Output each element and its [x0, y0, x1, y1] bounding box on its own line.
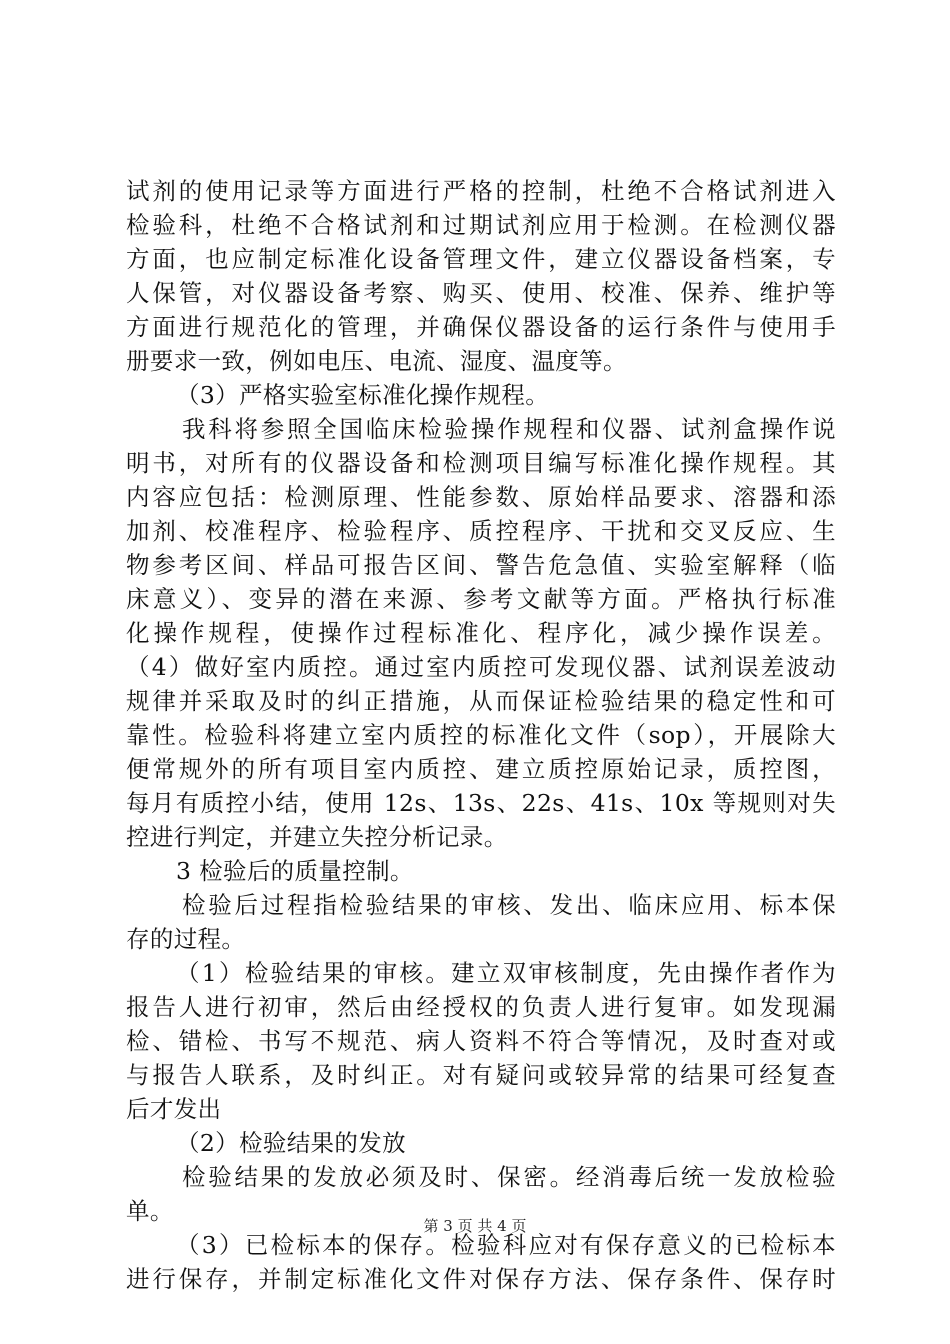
text-line: 检验科，杜绝不合格试剂和过期试剂应用于检测。在检测仪器 [126, 211, 836, 239]
text-line: （4）做好室内质控。通过室内质控可发现仪器、试剂误差波动 [126, 653, 836, 681]
text-line: 规律并采取及时的纠正措施，从而保证检验结果的稳定性和可 [126, 687, 836, 715]
text-line: 后才发出 [126, 1095, 222, 1123]
text-line: 化操作规程，使操作过程标准化、程序化，减少操作误差。 [126, 619, 836, 647]
text-line: 检验结果的发放必须及时、保密。经消毒后统一发放检验 [182, 1163, 836, 1191]
text-line: 便常规外的所有项目室内质控、建立质控原始记录，质控图， [126, 755, 836, 783]
text-line: 内容应包括：检测原理、性能参数、原始样品要求、溶器和添 [126, 483, 836, 511]
text-line: 方面，也应制定标准化设备管理文件，建立仪器设备档案，专 [126, 245, 836, 273]
text-line: 控进行判定，并建立失控分析记录。 [126, 823, 508, 851]
text-line: 加剂、校准程序、检验程序、质控程序、干扰和交叉反应、生 [126, 517, 836, 545]
text-line: 明书，对所有的仪器设备和检测项目编写标准化操作规程。其 [126, 449, 836, 477]
text-line: 检验后过程指检验结果的审核、发出、临床应用、标本保 [182, 891, 836, 919]
document-body [126, 174, 836, 1296]
text-line: 每月有质控小结，使用 12s、13s、22s、41s、10x 等规则对失 [126, 789, 836, 817]
text-line: 检、错检、书写不规范、病人资料不符合等情况，及时查对或 [126, 1027, 836, 1055]
text-line: 人保管，对仪器设备考察、购买、使用、校准、保养、维护等 [126, 279, 836, 307]
text-line: （3）严格实验室标准化操作规程。 [176, 381, 550, 409]
text-line: 床意义）、变异的潜在来源、参考文献等方面。严格执行标准 [126, 585, 836, 613]
page-footer: 第 3 页 共 4 页 [423, 1217, 527, 1235]
text-line: 与报告人联系，及时纠正。对有疑问或较异常的结果可经复查 [126, 1061, 836, 1089]
text-line: 单。 [126, 1197, 174, 1225]
text-line: 进行保存，并制定标准化文件对保存方法、保存条件、保存时 [126, 1265, 836, 1293]
text-line: 报告人进行初审，然后由经授权的负责人进行复审。如发现漏 [126, 993, 836, 1021]
text-line: （2）检验结果的发放 [176, 1129, 406, 1157]
text-line: 靠性。检验科将建立室内质控的标准化文件（sop），开展除大 [126, 721, 836, 749]
text-line: 试剂的使用记录等方面进行严格的控制，杜绝不合格试剂进入 [126, 177, 836, 205]
text-line: 册要求一致，例如电压、电流、湿度、温度等。 [126, 347, 627, 375]
text-line: 方面进行规范化的管理，并确保仪器设备的运行条件与使用手 [126, 313, 836, 341]
text-line: （1）检验结果的审核。建立双审核制度，先由操作者作为 [176, 959, 836, 987]
text-line: 存的过程。 [126, 925, 246, 953]
text-line: 我科将参照全国临床检验操作规程和仪器、试剂盒操作说 [182, 415, 836, 443]
text-line: （3）已检标本的保存。检验科应对有保存意义的已检标本 [176, 1231, 836, 1259]
text-line: 物参考区间、样品可报告区间、警告危急值、实验室解释（临 [126, 551, 836, 579]
text-line: 3 检验后的质量控制。 [176, 857, 414, 885]
